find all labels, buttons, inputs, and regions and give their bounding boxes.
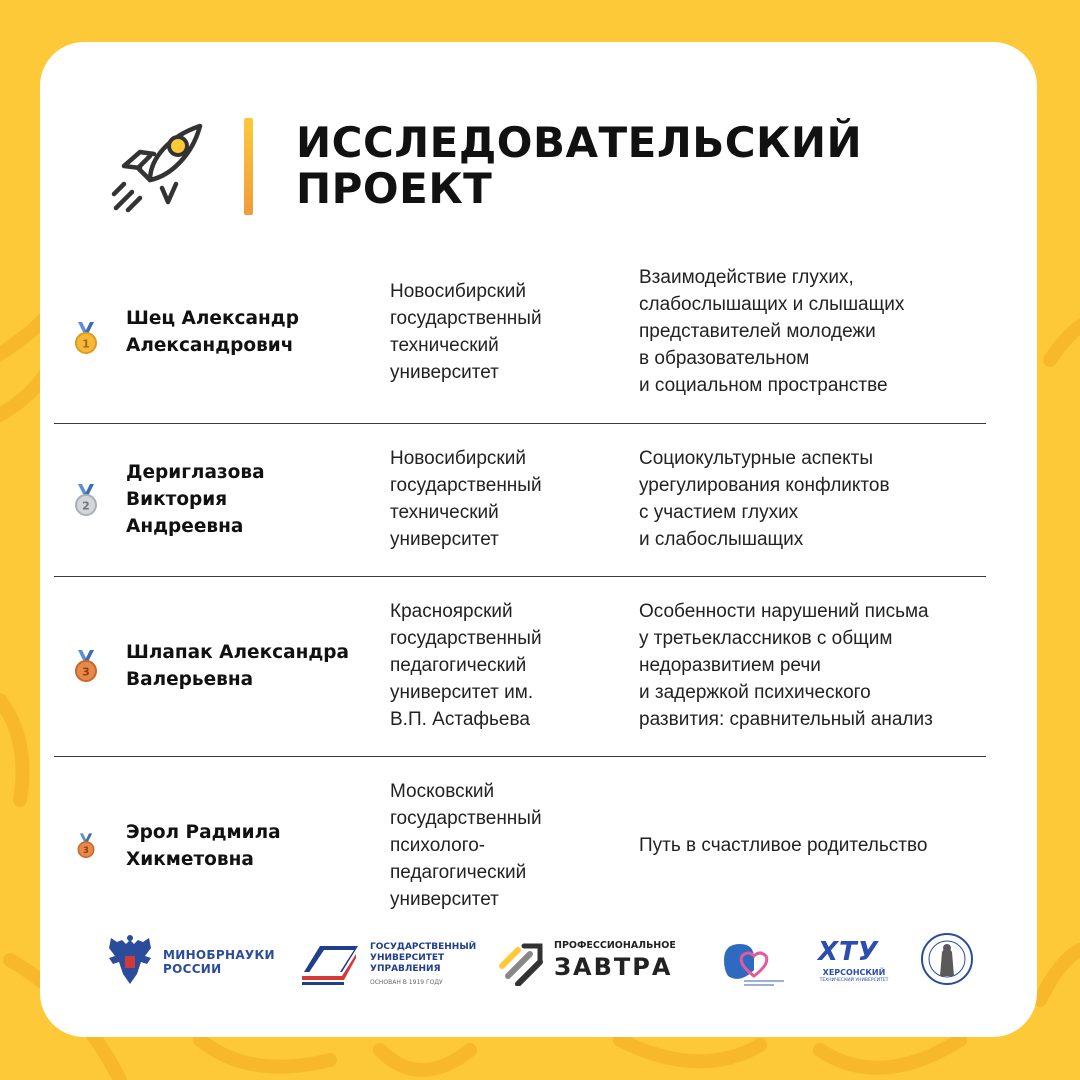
university-line: Новосибирский	[390, 281, 526, 302]
topic-line: недоразвитием речи	[639, 655, 821, 676]
university-line: государственный	[390, 475, 542, 496]
project-topic	[639, 598, 989, 733]
stripes-arrow-icon	[498, 942, 544, 986]
results-table	[54, 256, 986, 922]
round-seal-logo	[920, 932, 974, 986]
accent-bar	[244, 118, 253, 215]
logo-text: УНИВЕРСИТЕТ	[370, 953, 445, 963]
round-seal-icon	[920, 932, 974, 986]
topic-line: урегулирования конфликтов	[639, 475, 890, 496]
logo-text: ТЕХНИЧЕСКИЙ УНИВЕРСИТЕТ	[819, 978, 889, 983]
logo-text: МИНОБРНАУКИ	[163, 948, 275, 962]
university-line: Новосибирский	[390, 448, 526, 469]
bronze-medal-icon	[76, 833, 96, 860]
puzzle-heart-icon	[720, 940, 790, 990]
gold-medal-icon	[73, 322, 99, 356]
rocket-icon	[110, 118, 206, 214]
university-line: Красноярский	[390, 601, 513, 622]
russian-eagle-emblem-icon	[105, 934, 155, 990]
logo-text: ЗАВТРА	[554, 953, 673, 981]
khtu-logo	[812, 938, 902, 990]
university-line: Московский	[390, 781, 495, 802]
logo-text: ПРОФЕССИОНАЛЬНОЕ	[554, 940, 676, 951]
medal-number: 3	[83, 845, 89, 856]
table-row	[54, 577, 986, 757]
university-line: университет	[390, 529, 499, 550]
university-line: технический	[390, 502, 499, 523]
project-topic	[639, 832, 989, 859]
topic-line: Взаимодействие глухих,	[639, 267, 854, 288]
university-line: университет	[390, 889, 499, 910]
silver-medal-icon	[73, 484, 99, 518]
name-line: Виктория	[126, 489, 228, 510]
guu-book-icon	[300, 942, 360, 986]
name-line: Дериглазова	[126, 462, 265, 483]
minobrnauki-logo	[105, 934, 285, 990]
medal-number: 3	[82, 665, 90, 679]
topic-line: Путь в счастливое родительство	[639, 835, 928, 856]
university-line: государственный	[390, 808, 542, 829]
table-row	[54, 424, 986, 577]
bronze-medal-icon	[73, 650, 99, 684]
topic-line: представителей молодежи	[639, 321, 876, 342]
participant-name	[126, 819, 281, 873]
logo-text: УПРАВЛЕНИЯ	[370, 964, 441, 974]
zavtra-logo	[498, 940, 698, 990]
table-row	[54, 256, 986, 424]
name-line: Хикметовна	[126, 849, 254, 870]
university-line: университет	[390, 362, 499, 383]
university-line: В.П. Астафьева	[390, 709, 530, 730]
participant-name	[126, 639, 349, 693]
partner-logos	[100, 932, 980, 1002]
topic-line: и социальном пространстве	[639, 375, 888, 396]
university	[390, 778, 600, 913]
topic-line: и задержкой психического	[639, 682, 871, 703]
logo-text: РОССИИ	[163, 962, 222, 976]
topic-line: в образовательном	[639, 348, 810, 369]
logo-text: ОСНОВАН В 1919 ГОДУ	[370, 979, 443, 986]
university	[390, 278, 600, 386]
project-topic	[639, 445, 989, 553]
topic-line: развития: сравнительный анализ	[639, 709, 933, 730]
topic-line: с участием глухих	[639, 502, 799, 523]
topic-line: Особенности нарушений письма	[639, 601, 929, 622]
name-line: Валерьевна	[126, 669, 254, 690]
xtu-letters-icon: ХТУ	[818, 937, 879, 967]
guu-logo	[300, 938, 480, 990]
name-line: Эрол Радмила	[126, 822, 281, 843]
topic-line: у третьеклассников с общим	[639, 628, 893, 649]
university-line: государственный	[390, 308, 542, 329]
logo-text: ГОСУДАРСТВЕННЫЙ	[370, 942, 477, 952]
name-line: Александрович	[126, 335, 294, 356]
medal-number: 2	[82, 499, 90, 513]
content-card	[40, 42, 1037, 1037]
page-title: ИССЛЕДОВАТЕЛЬСКИЙ ПРОЕКТ	[296, 118, 863, 213]
name-line: Шец Александр	[126, 308, 299, 329]
topic-line: и слабослышащих	[639, 529, 804, 550]
university-line: педагогический	[390, 655, 527, 676]
name-line: Андреевна	[126, 516, 244, 537]
topic-line: Социокультурные аспекты	[639, 448, 874, 469]
participant-name	[126, 459, 265, 540]
university-line: технический	[390, 335, 499, 356]
table-row	[54, 757, 986, 922]
university-line: психолого-	[390, 835, 486, 856]
logo-text: ХЕРСОНСКИЙ	[822, 968, 886, 977]
university-line: университет им.	[390, 682, 534, 703]
university-line: педагогический	[390, 862, 527, 883]
university	[390, 445, 600, 553]
topic-line: слабослышащих и слышащих	[639, 294, 905, 315]
header	[110, 116, 970, 226]
university	[390, 598, 600, 733]
puzzle-logo	[720, 940, 790, 990]
participant-name	[126, 305, 299, 359]
university-line: государственный	[390, 628, 542, 649]
project-topic	[639, 264, 989, 399]
medal-number: 1	[82, 337, 90, 351]
name-line: Шлапак Александра	[126, 642, 350, 663]
